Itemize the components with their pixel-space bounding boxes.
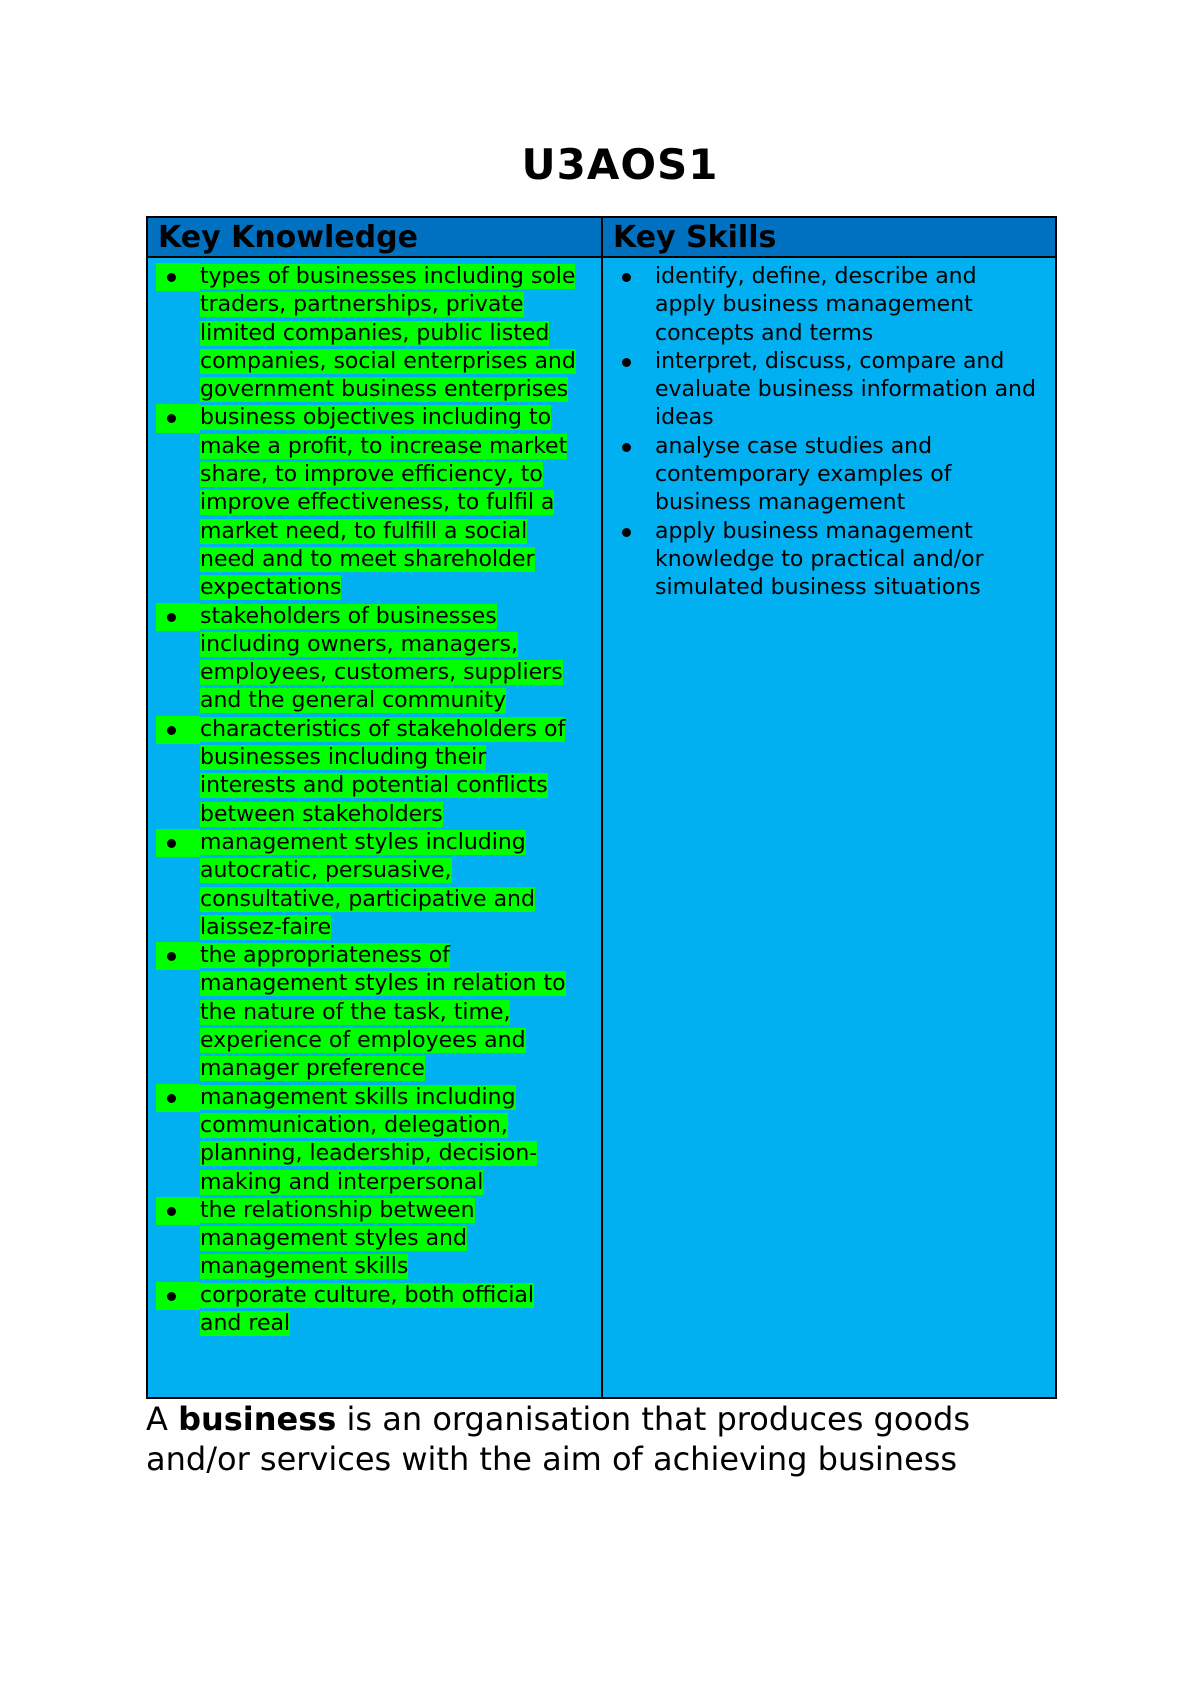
key-knowledge-skills-table [146, 216, 1057, 1399]
skill-item [611, 263, 1041, 348]
knowledge-item [156, 716, 576, 829]
bullet-icon [619, 263, 663, 291]
skills-column [611, 263, 1041, 603]
bullet-icon [619, 348, 663, 376]
knowledge-item-text: management styles including autocratic, persuasive, consultative, participative and laissez-faire [200, 829, 535, 940]
knowledge-item-text: corporate culture, both official and real [200, 1282, 535, 1336]
knowledge-item [156, 942, 576, 1083]
knowledge-item-text: business objectives including to make a profit, to increase market share, to improve efficiency, to improve effectiveness, to fulfil a market need, to fulfill a social need and to meet shareholder expectations [200, 405, 568, 601]
bullet-icon [156, 1282, 200, 1310]
skills-list [611, 263, 1041, 603]
bullet-icon [156, 942, 200, 970]
bullet-icon [156, 603, 200, 631]
knowledge-item-text: characteristics of stakeholders of businesses including their interests and potential conflicts between stakeholders [200, 716, 566, 827]
knowledge-item [156, 1197, 576, 1282]
bullet-icon [156, 263, 200, 291]
bullet-icon [156, 716, 200, 744]
skill-item-text: interpret, discuss, compare and evaluate business information and ideas [655, 348, 1036, 431]
knowledge-item-text: management skills including communication, delegation, planning, leadership, decision-making and interpersonal [200, 1084, 538, 1195]
business-definition-paragraph [146, 1399, 1046, 1479]
skill-item-text: analyse case studies and contemporary examples of business management [655, 433, 952, 516]
knowledge-item [156, 1282, 576, 1339]
paragraph-rest: is an organisation that produces goods and/or services with the aim of achieving business [146, 1400, 970, 1478]
knowledge-item [156, 603, 576, 716]
header-key-knowledge: Key Knowledge [158, 220, 418, 255]
knowledge-item-text: stakeholders of businesses including owners, managers, employees, customers, suppliers and the general community [200, 603, 563, 714]
bullet-icon [156, 1084, 200, 1112]
knowledge-list [156, 263, 576, 1338]
bullet-icon [619, 433, 663, 461]
skill-item [611, 433, 1041, 518]
bullet-icon [619, 518, 663, 546]
knowledge-item-text: types of businesses including sole traders, partnerships, private limited companies, public listed companies, social enterprises and government business enterprises [200, 264, 576, 403]
skill-item [611, 348, 1041, 433]
paragraph-bold-term: business [178, 1400, 337, 1438]
bullet-icon [156, 1197, 200, 1225]
knowledge-item-text: the appropriateness of management styles in relation to the nature of the task, time, experience of employees and manager preference [200, 943, 566, 1082]
knowledge-item [156, 1084, 576, 1197]
bullet-icon [156, 404, 200, 432]
header-key-skills: Key Skills [613, 220, 777, 255]
bullet-icon [156, 829, 200, 857]
page-title: U3AOS1 [521, 140, 719, 189]
paragraph-start: A [146, 1400, 179, 1438]
column-divider [601, 218, 603, 1397]
knowledge-item [156, 404, 576, 602]
knowledge-item [156, 263, 576, 404]
skill-item [611, 518, 1041, 603]
skill-item-text: apply business management knowledge to practical and/or simulated business situations [655, 518, 984, 601]
skill-item-text: identify, define, describe and apply business management concepts and terms [655, 264, 977, 346]
knowledge-item-text: the relationship between management styles and management skills [200, 1197, 475, 1280]
knowledge-column [156, 263, 576, 1338]
knowledge-item [156, 829, 576, 942]
